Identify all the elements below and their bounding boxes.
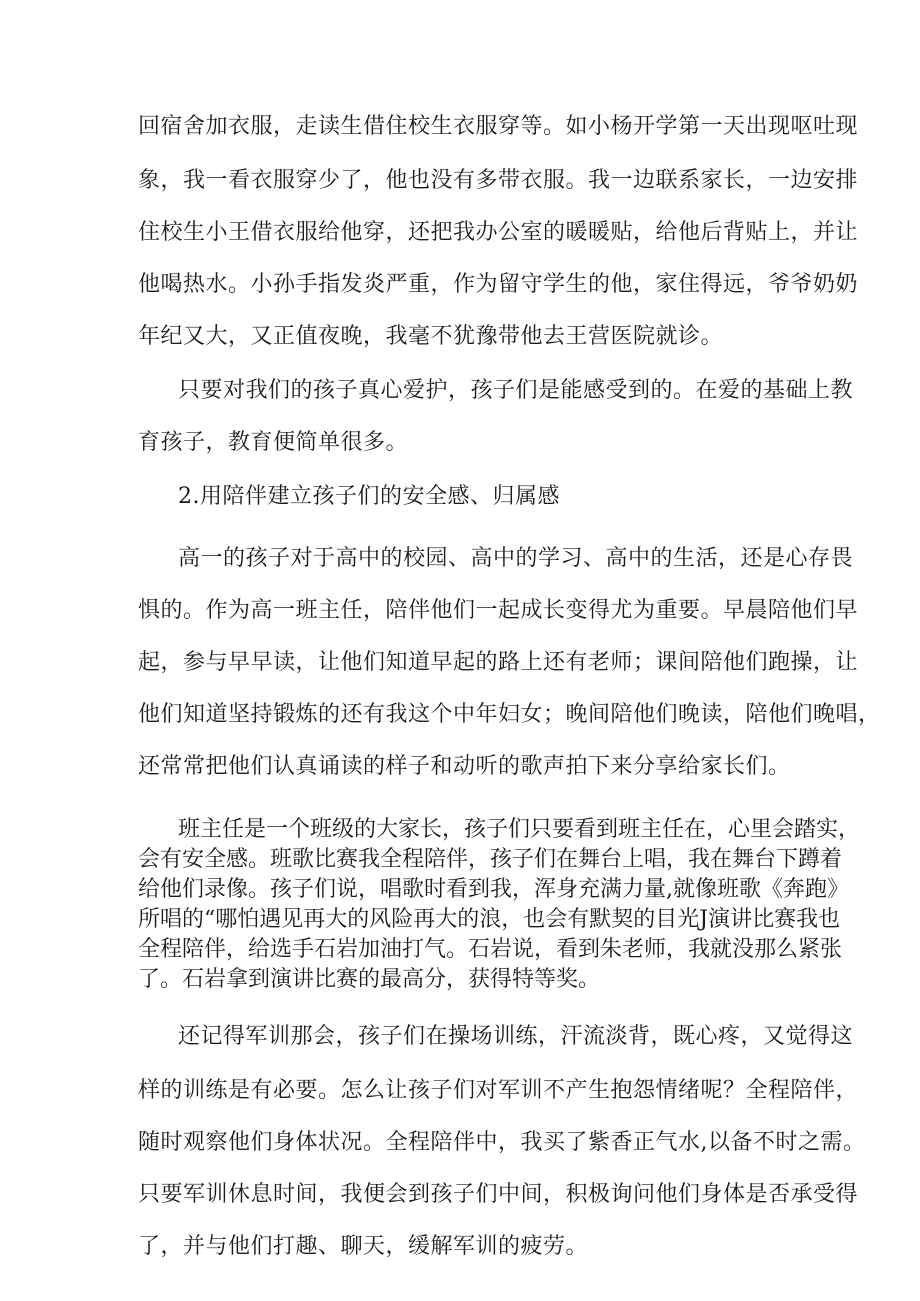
text-line: 班主任是一个班级的大家长，孩子们只要看到班主任在，心里会踏实， bbox=[178, 817, 861, 842]
text-line: 育孩子，教育便简单很多。 bbox=[138, 430, 409, 455]
text-line: 了。石岩拿到演讲比赛的最高分，获得特等奖。 bbox=[138, 967, 601, 992]
text-line: 还记得军训那会，孩子们在操场训练，汗流淡背，既心疼，又觉得这 bbox=[178, 1024, 854, 1049]
text-line: 他们知道坚持锻炼的还有我这个中年妇女；晚间陪他们晚读，陪他们晚唱， bbox=[138, 702, 881, 727]
text-line: 随时观察他们身体状况。全程陪伴中，我买了紫香正气水,以备不时之需。 bbox=[138, 1130, 866, 1155]
text-line: 年纪又大，又正值夜晚，我毫不犹豫带他去王营医院就诊。 bbox=[138, 324, 724, 349]
text-line: 高一的孩子对于高中的校园、高中的学习、高中的生活，还是心存畏 bbox=[178, 546, 854, 571]
text-line: 住校生小王借衣服给他穿，还把我办公室的暖暖贴，给他后背贴上，并让 bbox=[138, 220, 859, 245]
text-line: 起，参与早早读，让他们知道早起的路上还有老师；课间陪他们跑操，让 bbox=[138, 650, 859, 675]
text-line: 样的训练是有必要。怎么让孩子们对军训不产生抱怨情绪呢？全程陪伴， bbox=[138, 1078, 859, 1103]
text-line: 会有安全感。班歌比赛我全程陪伴，孩子们在舞台上唱，我在舞台下蹲着 bbox=[138, 847, 843, 872]
text-line: 惧的。作为高一班主任，陪伴他们一起成长变得尤为重要。早晨陪他们早 bbox=[138, 598, 859, 623]
text-line: 全程陪伴，给选手石岩加油打气。石岩说，看到朱老师，我就没那么紧张 bbox=[138, 937, 843, 962]
text-line: 还常常把他们认真诵读的样子和动听的歌声拍下来分享给家长们。 bbox=[138, 754, 791, 779]
text-line: 了，并与他们打趣、聊天，缓解军训的疲劳。 bbox=[138, 1234, 589, 1259]
text-line: 只要军训休息时间，我便会到孩子们中间，积极询问他们身体是否承受得 bbox=[138, 1182, 859, 1207]
text-line: 只要对我们的孩子真心爱护，孩子们是能感受到的。在爱的基础上教 bbox=[178, 378, 854, 403]
section-heading: 2.用陪伴建立孩子们的安全感、归属感 bbox=[178, 484, 560, 509]
text-line: 所唱的“哪怕遇见再大的风险再大的浪，也会有默契的目光J演讲比赛我也 bbox=[138, 907, 841, 932]
text-line: 回宿舍加衣服，走读生借住校生衣服穿等。如小杨开学第一天出现呕吐现 bbox=[138, 114, 859, 139]
text-line: 给他们录像。孩子们说，唱歌时看到我，浑身充满力量,就像班歌《奔跑》 bbox=[138, 877, 849, 902]
text-line: 象，我一看衣服穿少了，他也没有多带衣服。我一边联系家长，一边安排 bbox=[138, 168, 859, 193]
text-line: 他喝热水。小孙手指发炎严重，作为留守学生的他，家住得远，爷爷奶奶 bbox=[138, 272, 859, 297]
